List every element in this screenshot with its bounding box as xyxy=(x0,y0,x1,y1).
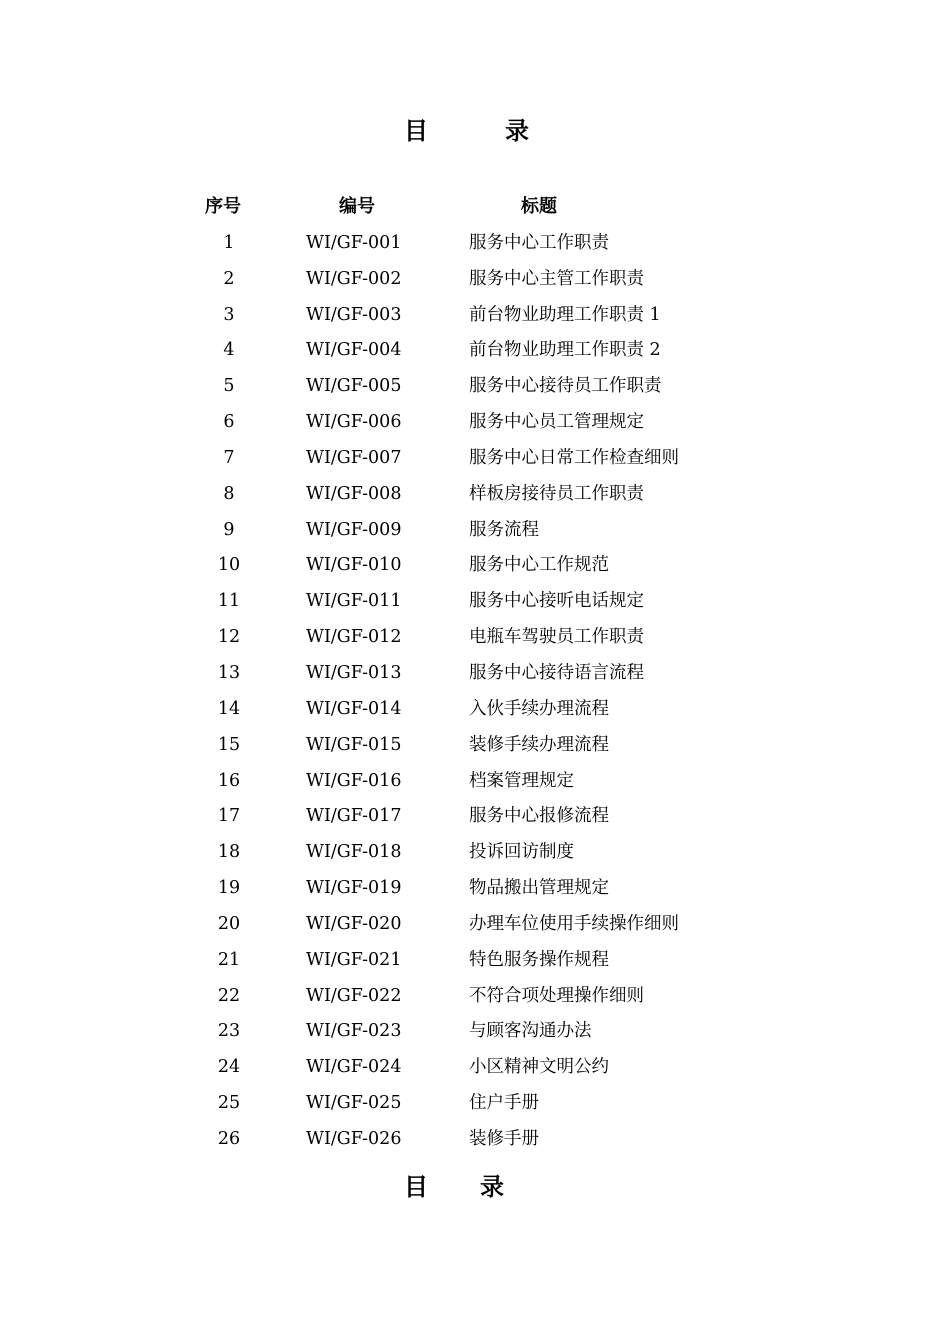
table-row xyxy=(0,731,950,767)
table-row xyxy=(0,301,950,337)
row-title: 不符合项处理操作细则 xyxy=(469,985,644,1006)
table-row xyxy=(0,444,950,480)
table-row xyxy=(0,982,950,1018)
row-title: 住户手册 xyxy=(469,1093,539,1114)
table-row xyxy=(0,1053,950,1089)
row-title: 前台物业助理工作职责 1 xyxy=(469,304,661,325)
row-code: WI/GF-026 xyxy=(306,1128,402,1149)
row-title: 与顾客沟通办法 xyxy=(469,1021,592,1042)
row-title: 特色服务操作规程 xyxy=(469,949,609,970)
row-seq: 3 xyxy=(223,304,235,325)
row-code: WI/GF-024 xyxy=(306,1057,402,1078)
row-seq: 5 xyxy=(223,376,235,397)
second-page-title-part: 目 xyxy=(404,1173,428,1201)
table-row xyxy=(0,336,950,372)
row-title: 档案管理规定 xyxy=(469,770,574,791)
table-row xyxy=(0,229,950,265)
row-title: 样板房接待员工作职责 xyxy=(469,483,644,504)
row-title: 电瓶车驾驶员工作职责 xyxy=(469,627,644,648)
header-code: 编号 xyxy=(339,196,375,217)
table-row xyxy=(0,372,950,408)
row-title: 服务中心接待员工作职责 xyxy=(469,376,662,397)
row-title: 投诉回访制度 xyxy=(469,842,574,863)
row-seq: 20 xyxy=(217,913,241,934)
row-code: WI/GF-006 xyxy=(306,412,402,433)
row-title: 前台物业助理工作职责 2 xyxy=(469,340,661,361)
row-code: WI/GF-001 xyxy=(306,232,402,253)
row-seq: 1 xyxy=(223,232,235,253)
second-page-title-part: 录 xyxy=(480,1173,504,1201)
row-code: WI/GF-021 xyxy=(306,949,402,970)
row-title: 服务中心工作职责 xyxy=(469,232,609,253)
row-code: WI/GF-012 xyxy=(306,627,402,648)
row-seq: 16 xyxy=(217,770,241,791)
row-seq: 6 xyxy=(223,412,235,433)
row-seq: 15 xyxy=(217,734,241,755)
row-code: WI/GF-008 xyxy=(306,483,402,504)
row-seq: 7 xyxy=(223,447,235,468)
table-of-contents xyxy=(0,193,950,1161)
row-seq: 25 xyxy=(217,1093,241,1114)
row-code: WI/GF-005 xyxy=(306,376,402,397)
table-row xyxy=(0,767,950,803)
table-row xyxy=(0,874,950,910)
row-title: 装修手续办理流程 xyxy=(469,734,609,755)
row-seq: 4 xyxy=(223,340,235,361)
table-row xyxy=(0,516,950,552)
page-title-part: 录 xyxy=(505,117,529,145)
row-code: WI/GF-023 xyxy=(306,1021,402,1042)
row-title: 小区精神文明公约 xyxy=(469,1057,609,1078)
row-seq: 19 xyxy=(217,878,241,899)
table-row xyxy=(0,1125,950,1161)
row-seq: 23 xyxy=(217,1021,241,1042)
row-code: WI/GF-007 xyxy=(306,447,402,468)
row-code: WI/GF-016 xyxy=(306,770,402,791)
table-row xyxy=(0,802,950,838)
row-seq: 2 xyxy=(223,268,235,289)
row-title: 物品搬出管理规定 xyxy=(469,878,609,899)
row-title: 服务中心接待语言流程 xyxy=(469,662,644,683)
row-code: WI/GF-017 xyxy=(306,806,402,827)
table-row xyxy=(0,480,950,516)
table-row xyxy=(0,946,950,982)
row-seq: 13 xyxy=(217,662,241,683)
row-code: WI/GF-004 xyxy=(306,340,402,361)
row-title: 服务中心报修流程 xyxy=(469,806,609,827)
toc-header-row xyxy=(0,193,950,229)
row-seq: 12 xyxy=(217,627,241,648)
row-code: WI/GF-003 xyxy=(306,304,402,325)
row-code: WI/GF-011 xyxy=(306,591,402,612)
row-seq: 26 xyxy=(217,1128,241,1149)
row-code: WI/GF-015 xyxy=(306,734,402,755)
row-title: 入伙手续办理流程 xyxy=(469,698,609,719)
table-row xyxy=(0,551,950,587)
table-row xyxy=(0,587,950,623)
row-seq: 9 xyxy=(223,519,235,540)
row-code: WI/GF-010 xyxy=(306,555,402,576)
row-title: 服务流程 xyxy=(469,519,539,540)
table-row xyxy=(0,910,950,946)
row-title: 服务中心接听电话规定 xyxy=(469,591,644,612)
row-seq: 11 xyxy=(217,591,241,612)
row-code: WI/GF-022 xyxy=(306,985,402,1006)
row-code: WI/GF-013 xyxy=(306,662,402,683)
row-seq: 14 xyxy=(217,698,241,719)
table-row xyxy=(0,408,950,444)
row-seq: 18 xyxy=(217,842,241,863)
row-title: 服务中心员工管理规定 xyxy=(469,412,644,433)
row-code: WI/GF-020 xyxy=(306,913,402,934)
row-seq: 24 xyxy=(217,1057,241,1078)
page-title-part: 目 xyxy=(404,117,428,145)
row-seq: 21 xyxy=(217,949,241,970)
row-code: WI/GF-009 xyxy=(306,519,402,540)
table-row xyxy=(0,1089,950,1125)
table-row xyxy=(0,623,950,659)
header-title: 标题 xyxy=(521,196,557,217)
row-seq: 22 xyxy=(217,985,241,1006)
row-title: 装修手册 xyxy=(469,1128,539,1149)
row-title: 服务中心日常工作检查细则 xyxy=(469,447,679,468)
row-seq: 17 xyxy=(217,806,241,827)
row-seq: 8 xyxy=(223,483,235,504)
header-seq: 序号 xyxy=(205,196,241,217)
row-title: 服务中心工作规范 xyxy=(469,555,609,576)
row-code: WI/GF-018 xyxy=(306,842,402,863)
table-row xyxy=(0,838,950,874)
row-title: 服务中心主管工作职责 xyxy=(469,268,644,289)
row-code: WI/GF-014 xyxy=(306,698,402,719)
table-row xyxy=(0,695,950,731)
table-row xyxy=(0,1017,950,1053)
table-row xyxy=(0,659,950,695)
row-code: WI/GF-025 xyxy=(306,1093,402,1114)
row-title: 办理车位使用手续操作细则 xyxy=(469,913,679,934)
row-code: WI/GF-019 xyxy=(306,878,402,899)
row-seq: 10 xyxy=(217,555,241,576)
row-code: WI/GF-002 xyxy=(306,268,402,289)
table-row xyxy=(0,265,950,301)
